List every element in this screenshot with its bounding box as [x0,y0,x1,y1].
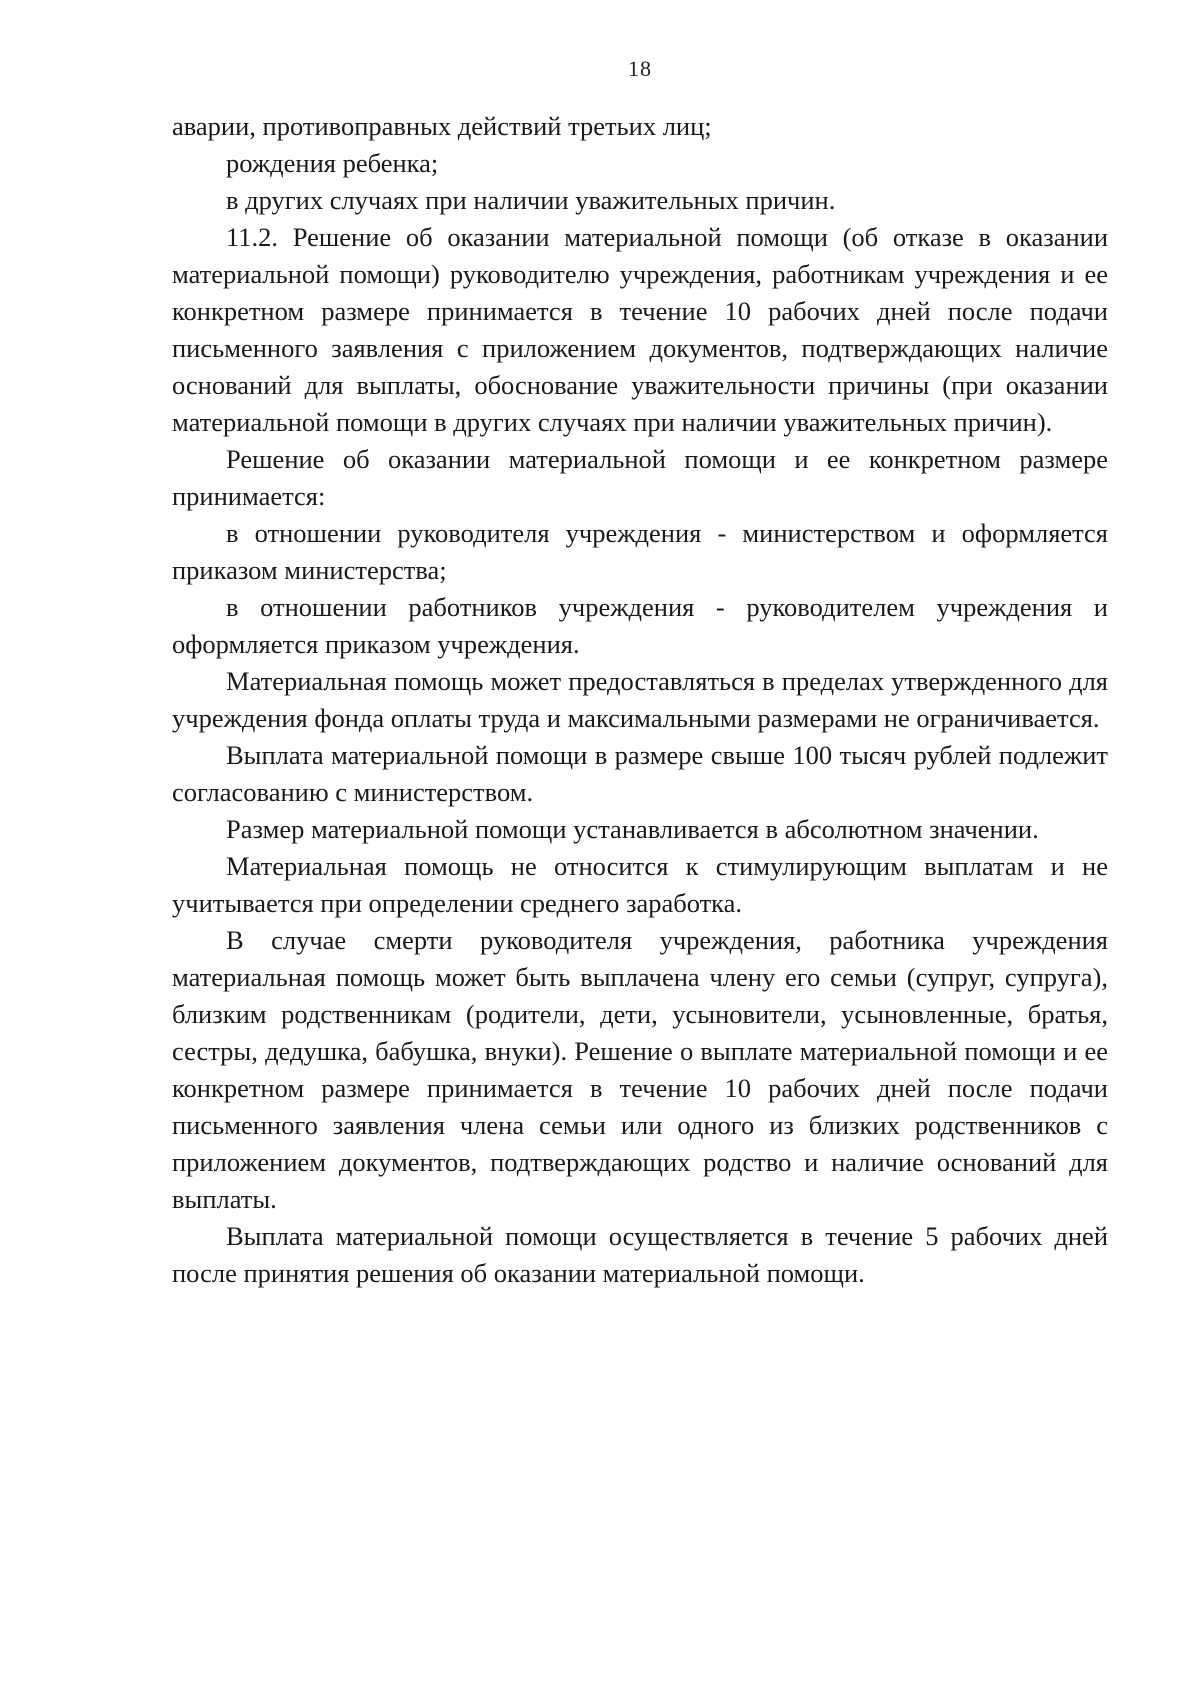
paragraph: в других случаях при наличии уважительных причин. [226,185,836,215]
paragraph: в отношении работников учреждения - руководителем учреждения и оформляется приказом учреждения. [172,592,1108,659]
paragraph: в отношении руководителя учреждения - министерством и оформляется приказом министерства; [172,518,1108,585]
document-body [172,108,1108,1292]
paragraph: аварии, противоправных действий третьих лиц; [172,111,712,141]
paragraph: Материальная помощь может предоставляться в пределах утвержденного для учреждения фонда оплаты труда и максимальными размерами не ограничивается. [172,666,1108,733]
paragraph: В случае смерти руководителя учреждения, работника учреждения материальная помощь может быть выплачена члену его семьи (супруг, супруга), близким родственникам (родители, дети, усыновители, усыновленные, братья, сестры, дедушка, бабушка, внуки). Решение о выплате материальной помощи и ее конкретном размере принимается в течение 10 рабочих дней после подачи письменного заявления члена семьи или одного из близких родственников с приложением документов, подтверждающих родство и наличие оснований для выплаты. [172,925,1108,1214]
paragraph: 11.2. Решение об оказании материальной помощи (об отказе в оказании материальной помощи) руководителю учреждения, работникам учреждения и ее конкретном размере принимается в течение 10 рабочих дней после подачи письменного заявления с приложением документов, подтверждающих наличие оснований для выплаты, обоснование уважительности причины (при оказании материальной помощи в других случаях при наличии уважительных причин). [172,222,1108,437]
paragraph: Выплата материальной помощи в размере свыше 100 тысяч рублей подлежит согласованию с министерством. [172,740,1108,807]
paragraph: рождения ребенка; [226,148,439,178]
paragraph: Материальная помощь не относится к стимулирующим выплатам и не учитывается при определении среднего заработка. [172,851,1108,918]
page-number: 18 [628,56,652,81]
paragraph: Решение об оказании материальной помощи и ее конкретном размере принимается: [172,444,1108,511]
paragraph: Выплата материальной помощи осуществляется в течение 5 рабочих дней после принятия решения об оказании материальной помощи. [172,1221,1108,1288]
paragraph: Размер материальной помощи устанавливается в абсолютном значении. [226,814,1039,844]
